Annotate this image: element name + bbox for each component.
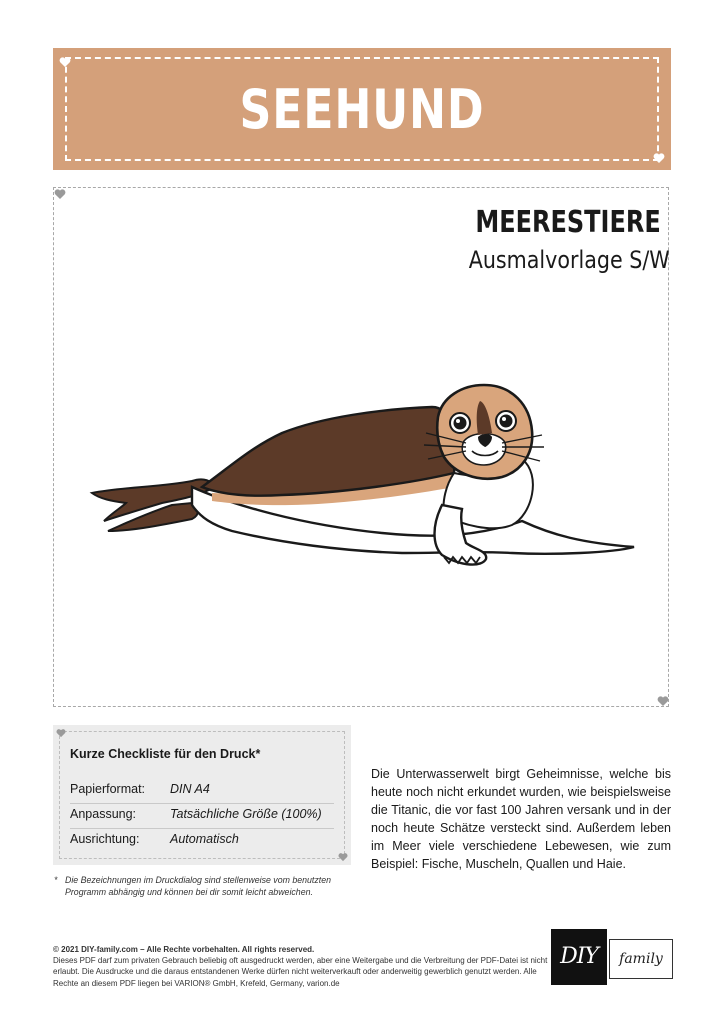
copyright-notice bbox=[53, 944, 553, 989]
checklist-row bbox=[70, 804, 334, 829]
page-title: SEEHUND bbox=[239, 78, 485, 141]
heart-icon bbox=[657, 695, 669, 707]
checklist-value: Tatsächliche Größe (100%) bbox=[170, 807, 322, 821]
title-banner bbox=[53, 48, 671, 170]
checklist-value: DIN A4 bbox=[170, 782, 210, 796]
diy-family-logo bbox=[551, 929, 672, 985]
checklist-label: Ausrichtung: bbox=[70, 832, 140, 846]
category-heading: MEERESTIERE bbox=[475, 205, 661, 240]
description-text: Die Unterwasserwelt birgt Geheimnisse, welche bis heute noch nicht erkundet wurden, wie beispielsweise die Titanic, die vor fast 100 Jahren versank und in der noch heute Schätze versteckt sind. Außerdem leben im Meer viele verschiedene Lebewesen, wie zum Beispiel: Fische, Muscheln, Quallen und Haie. bbox=[371, 767, 671, 871]
print-checklist bbox=[53, 725, 351, 865]
footnote-marker: * bbox=[54, 875, 58, 885]
seal-illustration bbox=[82, 375, 644, 585]
checklist-row bbox=[70, 829, 334, 853]
heart-icon bbox=[653, 152, 665, 164]
category-subtitle: Ausmalvorlage S/W bbox=[469, 246, 670, 274]
checklist-title: Kurze Checkliste für den Druck* bbox=[70, 747, 261, 761]
checklist-label: Anpassung: bbox=[70, 807, 137, 821]
print-footnote bbox=[54, 874, 354, 898]
heart-icon bbox=[338, 852, 348, 862]
checklist-value: Automatisch bbox=[170, 832, 239, 846]
copyright-text: Dieses PDF darf zum privaten Gebrauch beliebig oft ausgedruckt werden, aber eine Weitergabe und die Verbreitung der PDF-Datei ist nicht erlaubt. Die Ausdrucke und die daraus entstandenen Werke dürfen nicht weiterverkauft oder anderweitig gewerblich genutzt werden. Alle Rechte an diesem PDF liegen bei VARION® GmbH, Krefeld, Germany, varion.de bbox=[53, 956, 548, 988]
checklist-row bbox=[70, 779, 334, 804]
copyright-line: © 2021 DIY-family.com – Alle Rechte vorbehalten. All rights reserved. bbox=[53, 945, 315, 954]
heart-icon bbox=[59, 56, 71, 68]
logo-family: family bbox=[609, 939, 673, 979]
logo-diy: DIY bbox=[551, 929, 607, 985]
footnote-text: Die Bezeichnungen im Druckdialog sind stellenweise vom benutzten Programm abhängig und können bei dir somit leicht abweichen. bbox=[65, 875, 332, 897]
heart-icon bbox=[54, 188, 66, 200]
checklist-label: Papierformat: bbox=[70, 782, 146, 796]
heart-icon bbox=[56, 728, 66, 738]
